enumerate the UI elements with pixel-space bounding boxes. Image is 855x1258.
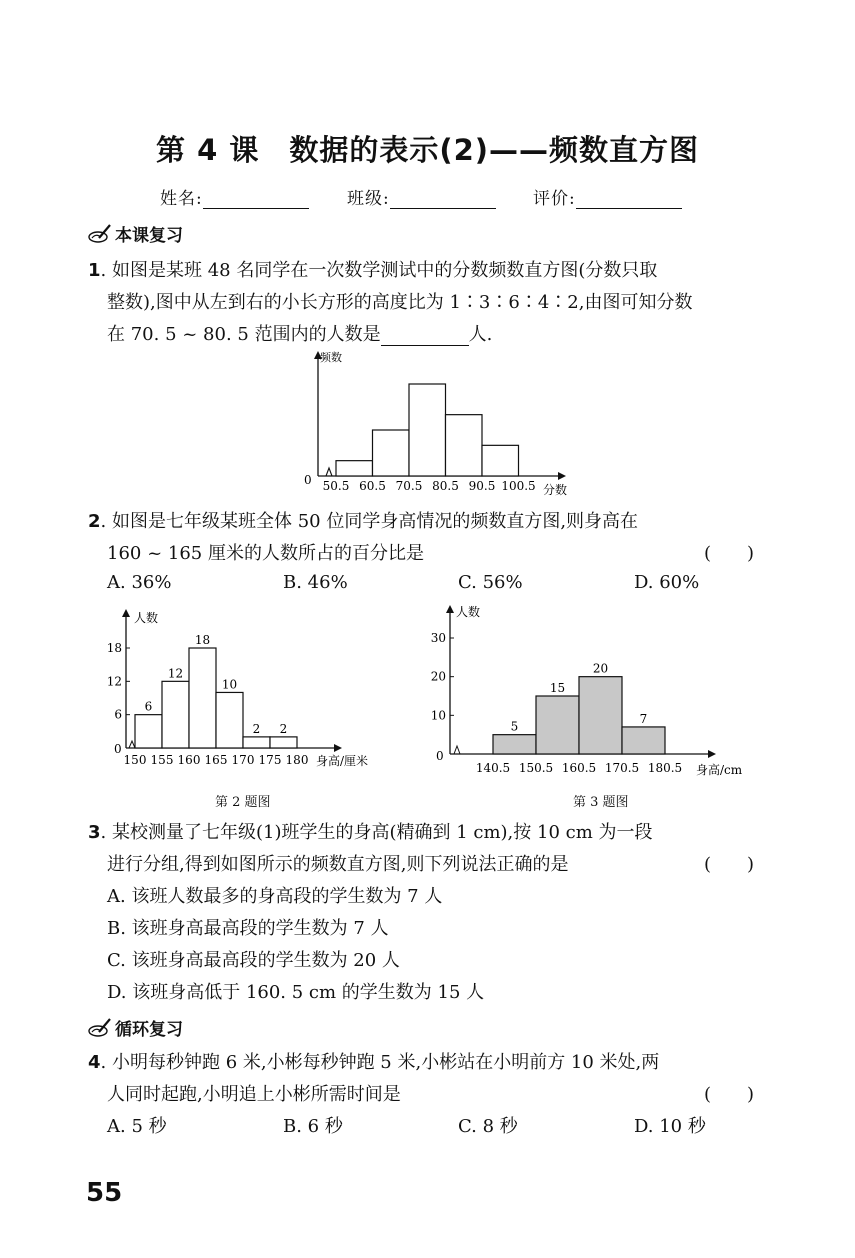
q1-text-1: . 如图是某班 48 名同学在一次数学测试中的分数频数直方图(分数只取 — [100, 260, 658, 281]
q4-option-d[interactable]: D. 10 秒 — [634, 1116, 706, 1137]
q4-answer-paren[interactable]: ( ) — [704, 1084, 755, 1105]
chart2-x-tick: 160 — [177, 753, 201, 767]
q3-text-1: . 某校测量了七年级(1)班学生的身高(精确到 1 cm),按 10 cm 为一段 — [100, 822, 653, 843]
chart1-x-tick: 60.5 — [359, 479, 386, 493]
chart2-data-label: 10 — [221, 677, 238, 692]
q2-option-c[interactable]: C. 56% — [458, 572, 523, 593]
chart3-x-tick: 170.5 — [604, 761, 640, 775]
q3-option-d[interactable]: D. 该班身高低于 160. 5 cm 的学生数为 15 人 — [107, 982, 485, 1003]
q1-line-3 — [107, 320, 492, 346]
q2-text-1: . 如图是七年级某班全体 50 位同学身高情况的频数直方图,则身高在 — [100, 511, 639, 532]
q3-line-2: 进行分组,得到如图所示的频数直方图,则下列说法正确的是 — [107, 854, 569, 875]
chart1-x-tick: 50.5 — [322, 479, 350, 493]
chart1-x-tick: 80.5 — [432, 479, 459, 493]
chart3-bar — [493, 735, 536, 754]
name-blank[interactable] — [203, 190, 309, 209]
chart2-data-label: 2 — [279, 721, 288, 736]
chart1-xlabel: 分数 — [543, 483, 568, 497]
chart2-bar — [135, 715, 162, 748]
chart2-origin: 0 — [114, 742, 122, 756]
eval-field — [533, 184, 682, 209]
fig3-caption: 第 3 题图 — [573, 795, 629, 810]
chart2-data-label: 6 — [144, 699, 153, 714]
chart3-origin: 0 — [436, 749, 444, 763]
chart-q1-histogram — [290, 348, 590, 500]
q4-text-1: . 小明每秒钟跑 6 米,小彬每秒钟跑 5 米,小彬站在小明前方 10 米处,两 — [100, 1052, 660, 1073]
chart2-y-tick: 18 — [106, 641, 122, 655]
q3-line-1 — [88, 818, 653, 844]
q4-number: 4 — [88, 1052, 101, 1073]
q3-option-c[interactable]: C. 该班身高最高段的学生数为 20 人 — [107, 950, 400, 971]
chart2-x-tick: 175 — [258, 753, 282, 767]
chart3-xlabel: 身高/cm — [696, 763, 743, 777]
chart3-x-tick: 140.5 — [475, 761, 511, 775]
pen-book-icon — [88, 1017, 112, 1039]
q1-text-3: 在 70. 5 ~ 80. 5 范围内的人数是 — [107, 324, 381, 345]
q1-answer-blank[interactable] — [381, 325, 469, 346]
q2-line-2: 160 ~ 165 厘米的人数所占的百分比是 — [107, 543, 424, 564]
chart3-data-label: 7 — [639, 711, 648, 726]
chart2-bar — [216, 692, 243, 748]
q4-option-a[interactable]: A. 5 秒 — [107, 1116, 167, 1137]
chart3-x-tick: 160.5 — [561, 761, 597, 775]
chart1-bar — [373, 430, 410, 476]
pen-book-icon — [88, 223, 112, 245]
chart2-x-tick: 150 — [123, 753, 147, 767]
chart3-bar — [622, 727, 665, 754]
chart1-bar — [409, 384, 446, 476]
chart2-x-tick: 180 — [285, 753, 309, 767]
chart1-x-tick: 100.5 — [501, 479, 536, 493]
section-cycle-review — [88, 1015, 183, 1040]
chart3-data-label: 15 — [549, 681, 566, 695]
name-label: 姓名: — [160, 189, 203, 209]
chart3-bar — [536, 696, 579, 754]
page-number: 55 — [86, 1178, 123, 1208]
q3-option-b[interactable]: B. 该班身高最高段的学生数为 7 人 — [107, 918, 389, 939]
q2-option-a[interactable]: A. 36% — [107, 572, 172, 593]
chart1-bar — [446, 415, 483, 476]
chart2-data-label: 2 — [252, 721, 261, 736]
q1-text-4: 人. — [468, 324, 493, 345]
chart3-data-label: 20 — [592, 661, 609, 676]
chart2-x-tick: 165 — [204, 753, 228, 767]
q1-line-1 — [88, 256, 657, 282]
q3-option-a[interactable]: A. 该班人数最多的身高段的学生数为 7 人 — [107, 886, 443, 907]
chart2-bar — [243, 737, 270, 748]
page-title: 第 4 课 数据的表示(2)——频数直方图 — [155, 133, 700, 167]
chart2-bar — [270, 737, 297, 748]
class-blank[interactable] — [390, 190, 496, 209]
chart1-x-tick: 90.5 — [468, 479, 496, 493]
chart1-bar — [336, 461, 373, 476]
q4-line-2: 人同时起跑,小明追上小彬所需时间是 — [107, 1084, 401, 1105]
q3-answer-paren[interactable]: ( ) — [704, 854, 755, 875]
chart2-x-tick: 170 — [231, 753, 255, 767]
chart2-bar — [162, 681, 189, 748]
chart2-data-label: 18 — [194, 633, 211, 647]
chart2-data-label: 12 — [167, 666, 184, 681]
chart2-xlabel: 身高/厘米 — [316, 754, 369, 768]
chart3-y-tick: 10 — [430, 708, 446, 723]
q4-line-1 — [88, 1048, 659, 1074]
eval-blank[interactable] — [576, 190, 682, 209]
chart3-y-tick: 30 — [430, 631, 446, 645]
q3-number: 3 — [88, 822, 101, 843]
fig2-caption: 第 2 题图 — [215, 795, 271, 810]
chart2-y-tick: 6 — [114, 707, 122, 722]
q1-number: 1 — [88, 260, 101, 281]
section-cycle-label: 循环复习 — [115, 1020, 183, 1040]
q2-answer-paren[interactable]: ( ) — [704, 543, 755, 564]
q2-option-d[interactable]: D. 60% — [634, 572, 700, 593]
chart-q2-histogram — [100, 602, 400, 777]
chart2-bar — [189, 648, 216, 748]
chart2-ylabel: 人数 — [134, 611, 159, 625]
chart3-data-label: 5 — [510, 719, 519, 734]
q4-option-c[interactable]: C. 8 秒 — [458, 1116, 518, 1137]
chart3-bar — [579, 677, 622, 754]
q2-line-1 — [88, 507, 638, 533]
class-label: 班级: — [347, 189, 390, 209]
chart-q3-histogram — [420, 600, 760, 780]
chart1-ylabel: 频数 — [320, 351, 342, 364]
chart2-y-tick: 12 — [106, 674, 122, 689]
class-field — [347, 184, 496, 209]
section-review — [88, 221, 183, 246]
chart3-ylabel: 人数 — [456, 605, 481, 619]
chart1-x-tick: 70.5 — [395, 479, 423, 493]
chart3-x-tick: 180.5 — [647, 761, 683, 775]
chart1-bar — [482, 445, 519, 476]
chart1-origin: 0 — [304, 473, 312, 487]
section-review-label: 本课复习 — [115, 226, 183, 246]
chart3-x-tick: 150.5 — [518, 761, 554, 775]
q4-option-b[interactable]: B. 6 秒 — [283, 1116, 343, 1137]
q1-line-2: 整数),图中从左到右的小长方形的高度比为 1∶3∶6∶4∶2,由图可知分数 — [107, 292, 693, 313]
chart2-x-tick: 155 — [150, 753, 174, 767]
q2-option-b[interactable]: B. 46% — [283, 572, 348, 593]
q2-number: 2 — [88, 511, 101, 532]
chart3-y-tick: 20 — [430, 669, 446, 684]
eval-label: 评价: — [533, 189, 576, 209]
name-field — [160, 184, 309, 209]
